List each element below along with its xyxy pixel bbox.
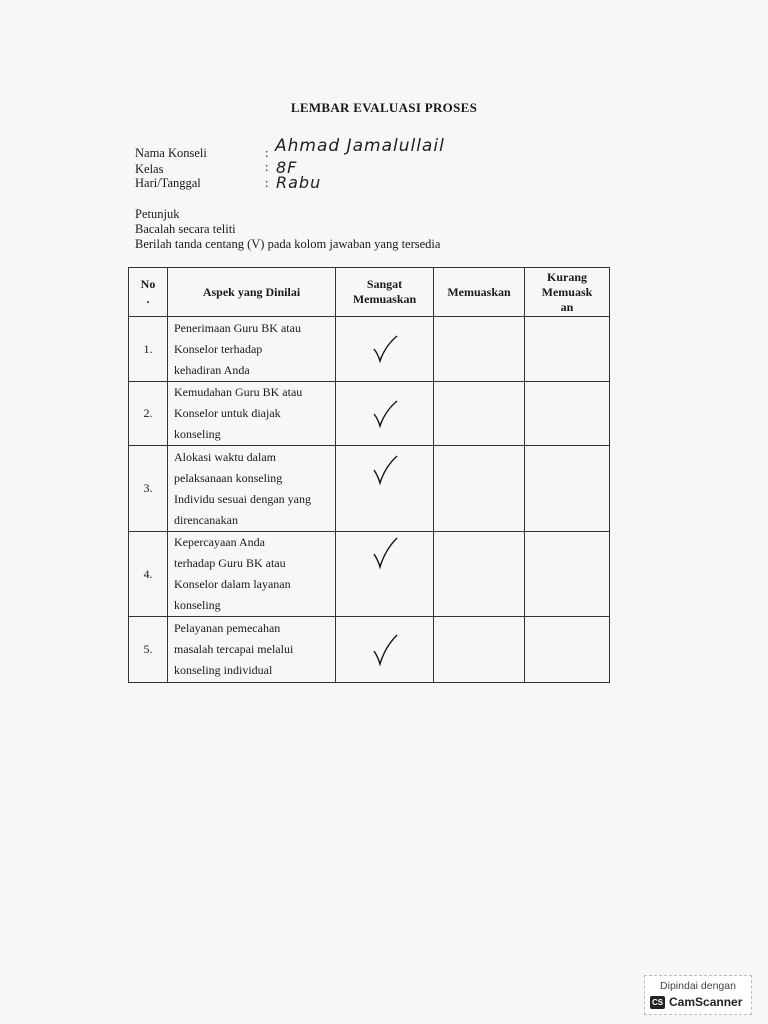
header-aspek: Aspek yang Dinilai: [168, 268, 336, 317]
table-row: [129, 617, 610, 683]
row-number: 2.: [129, 382, 168, 446]
field-value-nama: Ahmad Jamalullail: [275, 136, 445, 156]
cell-sangat-memuaskan: [336, 382, 434, 446]
header-sangat-memuaskan: Sangat Memuaskan: [336, 268, 434, 317]
field-label-tanggal: Hari/Tanggal: [135, 176, 201, 190]
table-row: [129, 382, 610, 446]
instruction-line-2: Berilah tanda centang (V) pada kolom jawaban yang tersedia: [135, 237, 441, 251]
camscanner-logo-icon: CS: [651, 998, 664, 1007]
field-value-kelas: 8F: [276, 158, 298, 177]
header-no: No .: [129, 268, 168, 317]
row-aspect: Kemudahan Guru BK atau Konselor untuk diajak konseling: [168, 382, 336, 446]
instruction-line-1: Bacalah secara teliti: [135, 222, 236, 236]
cell-memuaskan: [434, 617, 525, 683]
cell-kurang-memuaskan: [525, 317, 610, 382]
row-aspect: Penerimaan Guru BK atau Konselor terhadap kehadiran Anda: [168, 317, 336, 382]
table-header-row: [129, 268, 610, 317]
header-memuaskan: Memuaskan: [434, 268, 525, 317]
table-row: [129, 317, 610, 382]
table-row: [129, 446, 610, 532]
cell-memuaskan: [434, 382, 525, 446]
check-mark-icon: [370, 633, 400, 667]
camscanner-watermark: [644, 975, 752, 1015]
cell-memuaskan: [434, 532, 525, 617]
field-colon-tanggal: :: [265, 176, 269, 190]
row-number: 5.: [129, 617, 168, 683]
cell-memuaskan: [434, 317, 525, 382]
scanner-caption: Dipindai dengan: [660, 980, 736, 992]
cell-kurang-memuaskan: [525, 382, 610, 446]
header-kurang-memuaskan: Kurang Memuask an: [525, 268, 610, 317]
cell-sangat-memuaskan: [336, 317, 434, 382]
row-number: 3.: [129, 446, 168, 532]
cell-sangat-memuaskan: [336, 532, 434, 617]
cell-kurang-memuaskan: [525, 532, 610, 617]
cell-kurang-memuaskan: [525, 617, 610, 683]
cell-sangat-memuaskan: [336, 446, 434, 532]
table-row: [129, 532, 610, 617]
row-aspect: Kepercayaan Anda terhadap Guru BK atau Konselor dalam layanan konseling: [168, 532, 336, 617]
row-aspect: Alokasi waktu dalam pelaksanaan konseling Individu sesuai dengan yang direncanakan: [168, 446, 336, 532]
check-mark-icon: [370, 454, 400, 486]
page-title: LEMBAR EVALUASI PROSES: [290, 100, 478, 115]
evaluation-table: [128, 267, 610, 683]
cell-kurang-memuaskan: [525, 446, 610, 532]
check-mark-icon: [370, 399, 400, 429]
row-number: 4.: [129, 532, 168, 617]
instructions-heading: Petunjuk: [135, 207, 180, 221]
row-number: 1.: [129, 317, 168, 382]
check-mark-icon: [370, 334, 400, 364]
field-value-tanggal: Rabu: [276, 173, 322, 192]
field-colon-nama: :: [265, 146, 269, 160]
scanner-brand: CamScanner: [669, 995, 743, 1009]
field-colon-kelas: :: [265, 160, 269, 174]
field-label-nama: Nama Konseli: [135, 146, 207, 160]
cell-sangat-memuaskan: [336, 617, 434, 683]
field-label-kelas: Kelas: [135, 162, 164, 176]
check-mark-icon: [370, 536, 400, 570]
cell-memuaskan: [434, 446, 525, 532]
row-aspect: Pelayanan pemecahan masalah tercapai melalui konseling individual: [168, 617, 336, 683]
